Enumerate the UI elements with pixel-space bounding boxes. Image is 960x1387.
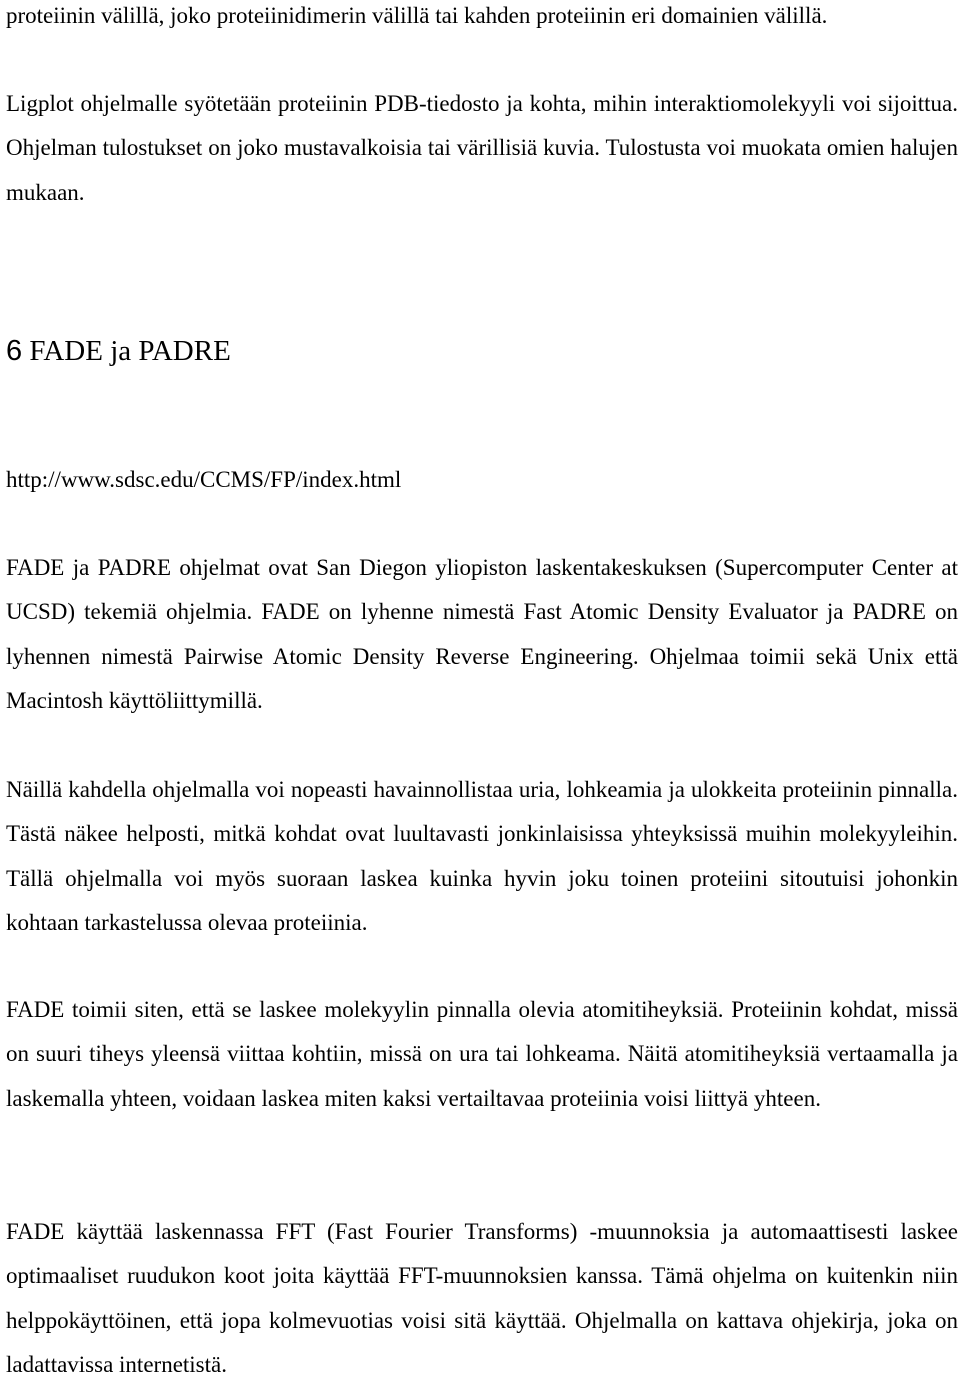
section-title: FADE ja PADRE (29, 335, 231, 367)
paragraph-4: FADE käyttää laskennassa FFT (Fast Fourier Transforms) -muunnoksia ja automaattisesti laskee optimaaliset ruudukon koot joita käyttää FFT-muunnoksien kanssa. Tämä ohjelma on kuitenkin niin helppokäyttöinen, että jopa kolmevuotias voisi sitä käyttää. Ohjelmalla on kattava ohjekirja, joka on ladattavissa internetistä. (6, 1219, 958, 1377)
section-url: http://www.sdsc.edu/CCMS/FP/index.html (6, 467, 402, 492)
paragraph-2: Näillä kahdella ohjelmalla voi nopeasti havainnollistaa uria, lohkeamia ja ulokkeita proteiinin pinnalla. Tästä näkee helposti, mitkä kohdat ovat luultavasti jonkinlaisissa yhteyksissä muihin molekyyleihin. Tällä ohjelmalla voi myös suoraan laskea kuinka hyvin joku toinen proteiini sitoutuisi johonkin kohtaan tarkastelussa olevaa proteiinia. (6, 777, 958, 935)
ligplot-paragraph: Ligplot ohjelmalle syötetään proteiinin PDB-tiedosto ja kohta, mihin interaktiomolekyyli voi sijoittua. Ohjelman tulostukset on joko mustavalkoisia tai värillisiä kuvia. Tulostusta voi muokata omien halujen mukaan. (6, 91, 958, 205)
paragraph-1: FADE ja PADRE ohjelmat ovat San Diegon yliopiston laskentakeskuksen (Supercomputer Center at UCSD) tekemiä ohjelmia. FADE on lyhenne nimestä Fast Atomic Density Evaluator ja PADRE on lyhennen nimestä Pairwise Atomic Density Reverse Engineering. Ohjelmaa toimii sekä Unix että Macintosh käyttöliittymillä. (6, 555, 958, 713)
section-heading (6, 334, 231, 368)
paragraph-3: FADE toimii siten, että se laskee molekyylin pinnalla olevia atomitiheyksiä. Proteiinin kohdat, missä on suuri tiheys yleensä viittaa kohtiin, missä on ura tai lohkeama. Näitä atomitiheyksiä vertaamalla ja laskemalla yhteen, voidaan laskea miten kaksi vertailtavaa proteiinia voisi liittyä yhteen. (6, 997, 958, 1111)
intro-line: proteiinin välillä, joko proteiinidimerin välillä tai kahden proteiinin eri domainien välillä. (6, 3, 828, 28)
section-number: 6 (6, 335, 23, 367)
